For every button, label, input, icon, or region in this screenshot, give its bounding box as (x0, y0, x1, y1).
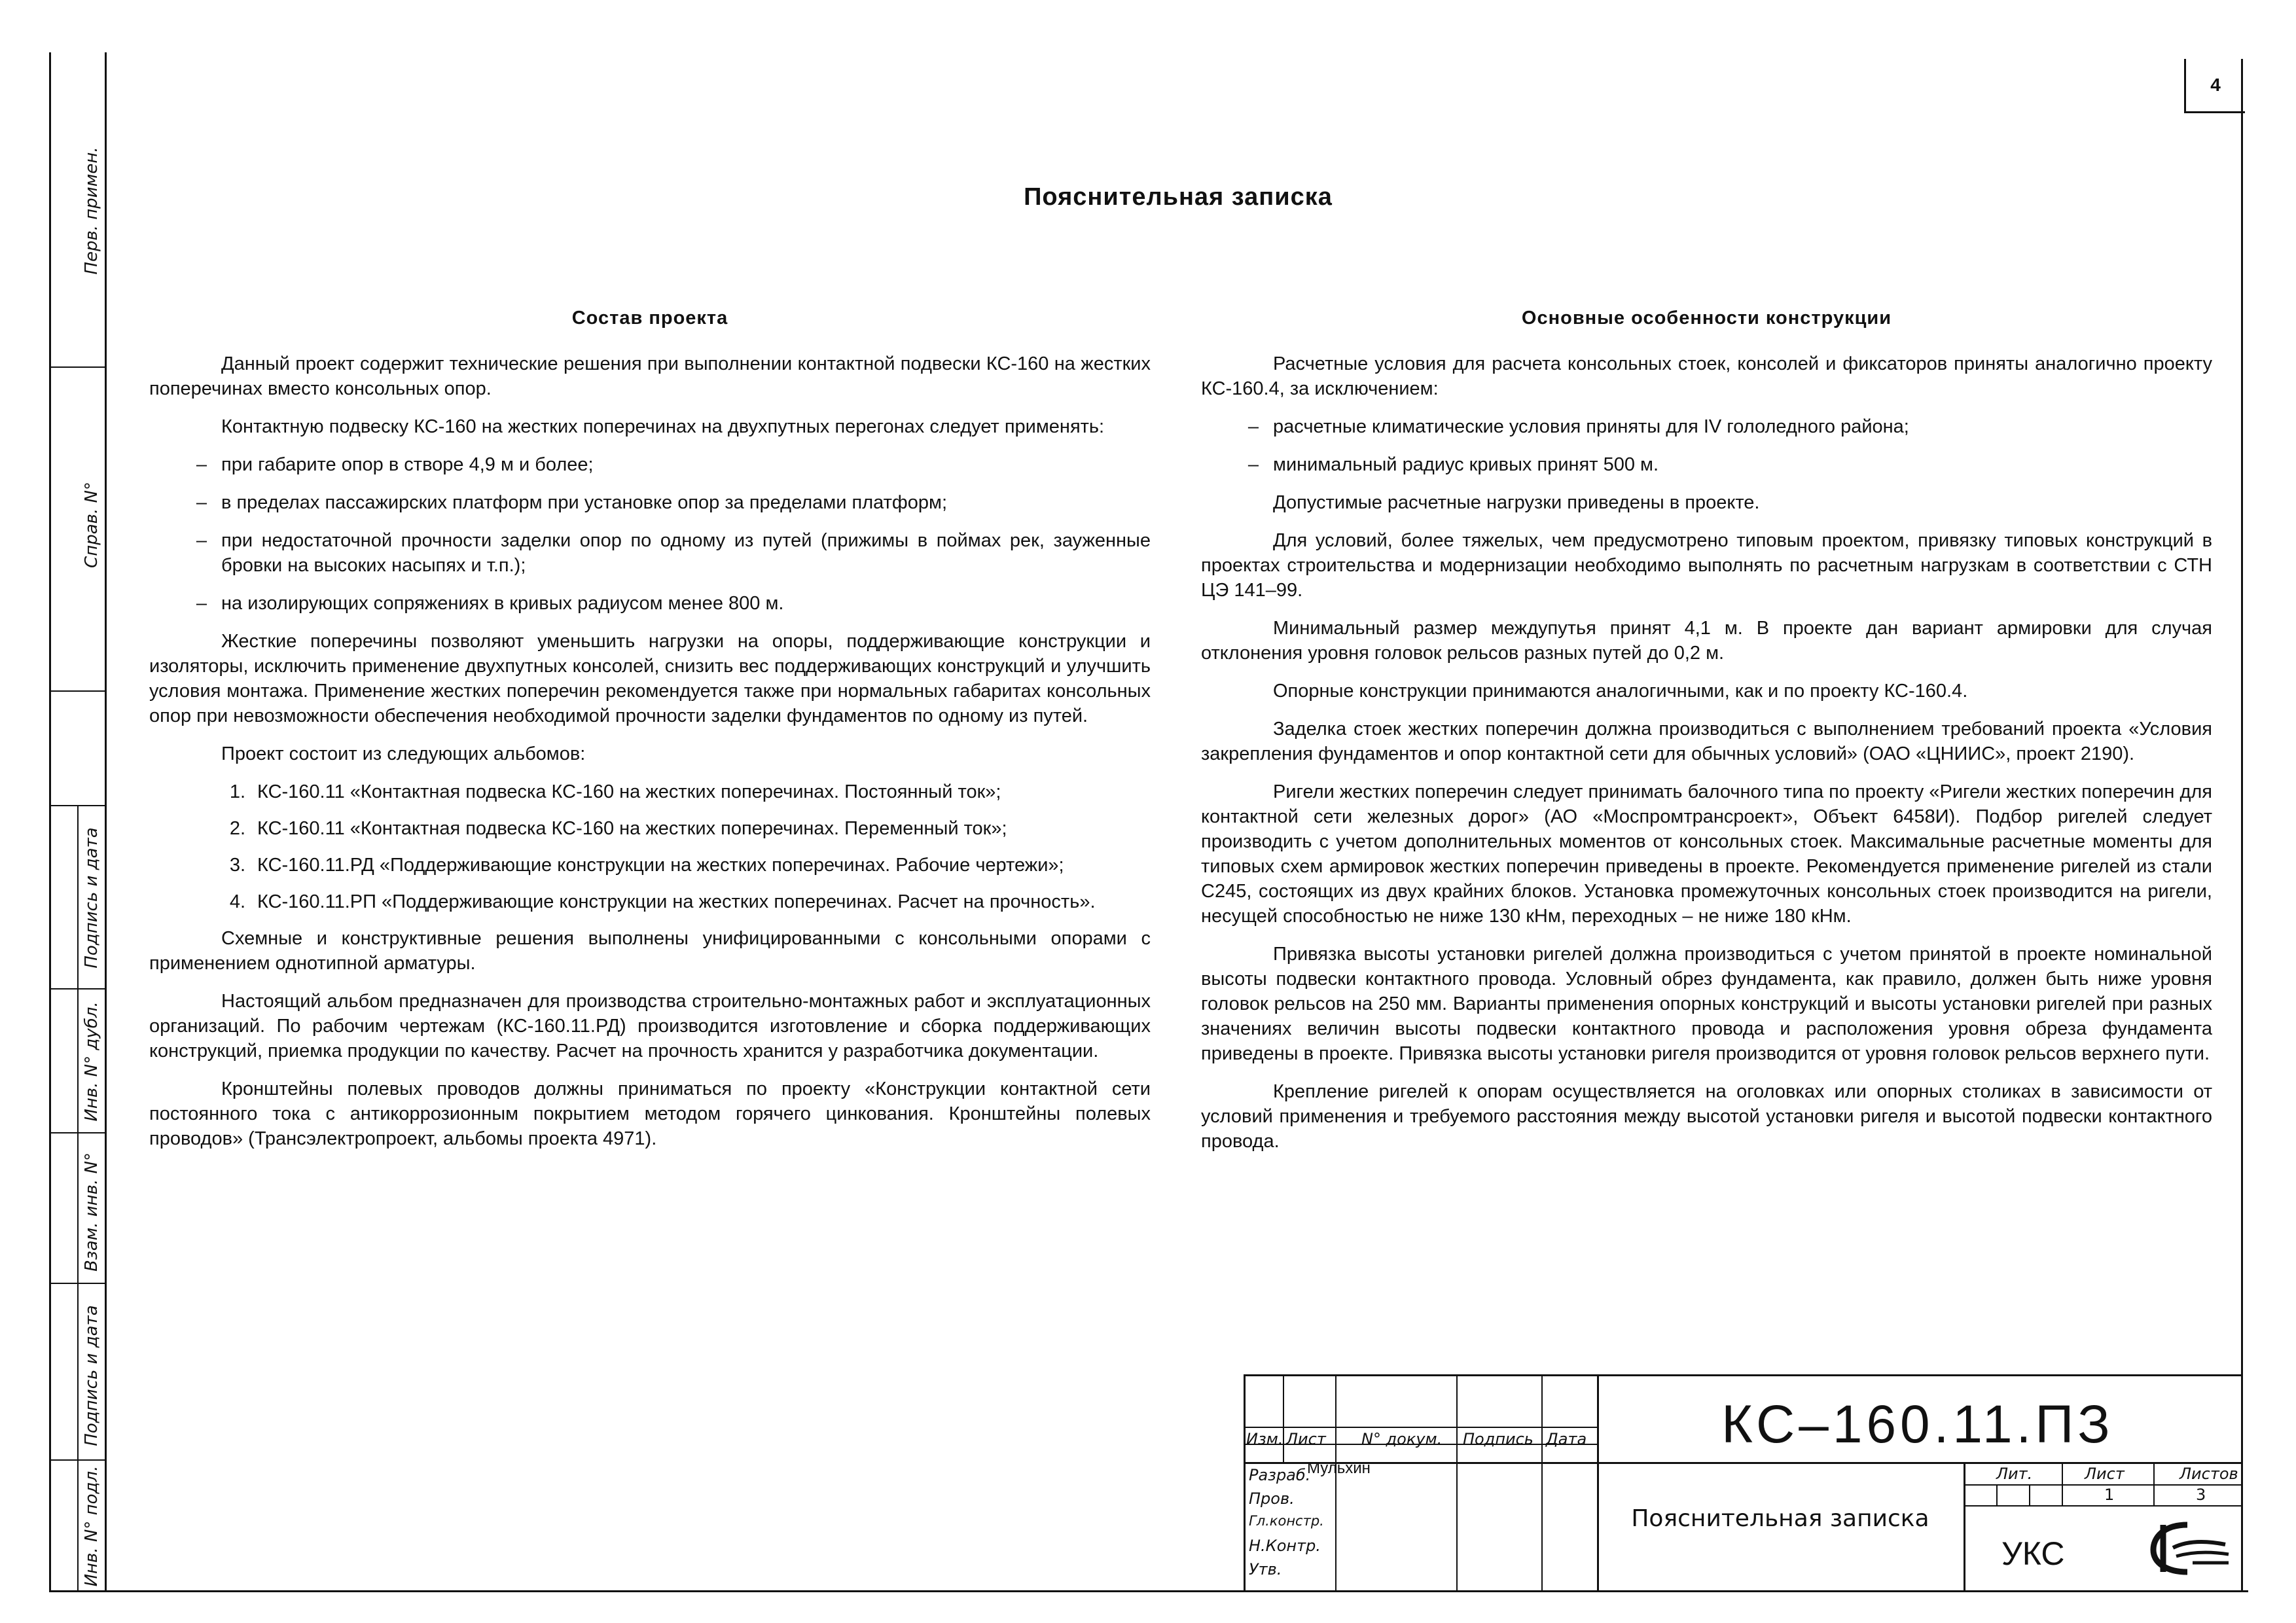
strip-sep-1 (49, 366, 105, 368)
left-body-paragraph: Жесткие поперечины позволяют уменьшить нагрузки на опоры, поддерживающие конструкции и изоляторы, исключить применение двухпутных консолей, снизить вес поддерживающих конструкций и улучшить условия монтажа. Применение жестких поперечин рекомендуется также при нормальных габаритах консольных опор при невозможности обеспечения необходимой прочности заделки фундаментов по одному из путей. (149, 631, 1151, 726)
list-item (1201, 452, 2212, 477)
tb-vline (1541, 1374, 1543, 1592)
tb-header-date: Дата (1546, 1430, 1587, 1448)
left-intro-paragraph: Данный проект содержит технические решения при выполнении контактной подвески КС-160 на жестких поперечинах вместо консольных опор. (149, 353, 1151, 399)
tb-header-sheet: Лист (1286, 1430, 1326, 1448)
right-paragraph: Допустимые расчетные нагрузки приведены в проекте. (1273, 492, 1760, 513)
album-number: 3. (229, 855, 245, 876)
list-item-text: расчетные климатические условия приняты для IV гололедного района; (1273, 416, 1909, 437)
list-item (149, 528, 1151, 578)
right-paragraph: Крепление ригелей к опорам осуществляется на оголовках или опорных столиках в зависимости от условий применения и требуемого расстояния между высотой установки ригеля и высотой подвески контактного провода. (1201, 1081, 2212, 1152)
left-closing-paragraph: Настоящий альбом предназначен для производства строительно-монтажных работ и эксплуатационных организаций. По рабочим чертежам (КС-160.11.РД) производится изготовление и сборка поддерживающих конструкций, приемка продукции по качеству. Расчет на прочность хранится у разработчика документации. (149, 991, 1151, 1061)
list-item (149, 452, 1151, 477)
list-item-text: при габарите опор в створе 4,9 м и более; (221, 454, 594, 475)
tb-hline (1244, 1462, 2242, 1464)
list-item (1201, 414, 2212, 439)
page-title: Пояснительная записка (1024, 183, 1333, 211)
dash-icon: – (196, 593, 207, 614)
album-number: 2. (229, 818, 245, 839)
tb-role-approved: Утв. (1249, 1560, 1282, 1578)
album-text: КС-160.11 «Контактная подвеска КС-160 на жестких поперечинах. Переменный ток»; (257, 818, 1007, 839)
tb-hline (1964, 1505, 2242, 1507)
strip-label-sign-date-1: Подпись и дата (82, 827, 101, 969)
tb-left (1244, 1374, 1246, 1592)
frame-bottom (49, 1590, 2248, 1592)
album-item (149, 853, 1151, 878)
strip-label-ref-no: Справ. N° (82, 482, 101, 568)
tb-vline (2062, 1462, 2063, 1507)
strip-sep-3 (49, 805, 105, 806)
album-text: КС-160.11.РД «Поддерживающие конструкции на жестких поперечинах. Рабочие чертежи»; (257, 855, 1064, 876)
list-item (149, 591, 1151, 616)
right-paragraph: Привязка высоты установки ригелей должна производиться с учетом принятой в проекте номинальной высоты подвески контактного провода. Условный обрез фундамента, как правило, должен быть ниже уровня головок рельсов на 250 мм. Варианты применения опорных конструкций и высоты установки ригелей при разных значениях величин высоты подвески контактного провода и расположения уровня обреза фундамента приведены в проекте. Привязка высоты установки ригеля производится от уровня головок рельсов верхнего пути. (1201, 944, 2212, 1064)
right-column (1201, 308, 2212, 1167)
dash-icon: – (196, 454, 207, 475)
tb-author: Мульхин (1307, 1459, 1371, 1477)
list-item-text: в пределах пассажирских платформ при установке опор за пределами платформ; (221, 492, 948, 513)
tb-role-developer: Разраб. (1249, 1466, 1311, 1484)
list-item (149, 490, 1151, 515)
tb-hline (1244, 1427, 1597, 1428)
frame-right (2241, 59, 2243, 1592)
album-item (149, 816, 1151, 841)
strip-label-orig-inv: Инв. N° подл. (82, 1465, 101, 1587)
dash-icon: – (1247, 454, 1259, 475)
left-closing-paragraph: Схемные и конструктивные решения выполнены унифицированными с консольными опорами с применением однотипной арматуры. (149, 928, 1151, 974)
tb-vline (2029, 1484, 2030, 1507)
dash-icon: – (196, 530, 207, 551)
left-column (149, 308, 1151, 1164)
album-number: 4. (229, 891, 245, 912)
tb-sheets-value: 3 (2196, 1486, 2206, 1504)
album-number: 1. (229, 781, 245, 802)
tb-vline (1597, 1374, 1599, 1592)
tb-sheets-label: Листов (2179, 1465, 2238, 1483)
left-heading: Состав проекта (571, 308, 728, 329)
tb-vline (1283, 1374, 1284, 1463)
list-item-text: минимальный радиус кривых принят 500 м. (1273, 454, 1659, 475)
tb-lit-label: Лит. (1996, 1465, 2033, 1483)
right-paragraph: Для условий, более тяжелых, чем предусмотрено типовым проектом, привязку типовых конструкций в проектах строительства и модернизации необходимо выполнять по расчетным нагрузкам в соответствии с СТН ЦЭ 141–99. (1201, 530, 2212, 601)
tb-vline (1456, 1374, 1458, 1592)
right-intro-paragraph: Расчетные условия для расчета консольных стоек, консолей и фиксаторов приняты аналогично проекту КС-160.4, за исключением: (1201, 353, 2212, 399)
right-heading: Основные особенности конструкции (1521, 308, 1892, 329)
tb-top (1244, 1374, 2242, 1376)
tb-role-chief-designer: Гл.констр. (1249, 1513, 1324, 1529)
strip-sep-2 (49, 690, 105, 692)
tb-vline (2153, 1462, 2155, 1507)
tb-header-change: Изм. (1246, 1430, 1283, 1448)
tb-vline (1996, 1484, 1998, 1507)
album-text: КС-160.11.РП «Поддерживающие конструкции на жестких поперечинах. Расчет на прочность». (257, 891, 1096, 912)
album-item (149, 889, 1151, 914)
document-designation: КС–160.11.ПЗ (1721, 1395, 2114, 1454)
strip-label-replace-inv: Взам. инв. N° (82, 1152, 101, 1272)
tb-sheet-label: Лист (2085, 1465, 2125, 1483)
tb-header-docno: N° докум. (1361, 1430, 1443, 1448)
tb-role-checker: Пров. (1249, 1489, 1295, 1508)
list-item-text: на изолирующих сопряжениях в кривых радиусом менее 800 м. (221, 593, 784, 614)
strip-label-first-use: Перв. примен. (82, 147, 101, 275)
album-text: КС-160.11 «Контактная подвеска КС-160 на жестких поперечинах. Постоянный ток»; (257, 781, 1001, 802)
strip-label-dup-inv: Инв. N° дубл. (82, 1001, 101, 1122)
left-closing-paragraph: Кронштейны полевых проводов должны приниматься по проекту «Конструкции контактной сети постоянного тока с антикоррозионным покрытием методом горячего цинкования. Кронштейны полевых проводов» (Трансэлектропроект, альбомы проекта 4971). (149, 1079, 1151, 1149)
left-body-paragraph: Проект состоит из следующих альбомов: (221, 743, 586, 764)
dash-icon: – (196, 492, 207, 513)
strip-label-sign-date-2: Подпись и дата (82, 1305, 101, 1446)
right-paragraph: Ригели жестких поперечин следует принимать балочного типа по проекту «Ригели жестких поперечин для контактной сети железных дорог» (АО «Моспромтрансроект», Объект 6458И). Подбор ригелей следует производить с учетом дополнительных моментов от консольных стоек. Максимальные расчетные моменты для типовых схем армировок жестких поперечин приведены в проекте. Рекомендуется применение ригелей из стали С245, состоящих из двух крайних блоков. Установка промежуточных консольных стоек производится на ригели, несущей способностью не ниже 130 кНм, переходных – не ниже 180 кНм. (1201, 781, 2212, 927)
dash-icon: – (1247, 416, 1259, 437)
document-title: Пояснительная записка (1631, 1505, 1929, 1532)
list-item-text: при недостаточной прочности заделки опор по одному из путей (прижимы в поймах рек, зауженные бровки на высоких насыпях и т.п.); (221, 530, 1151, 576)
organization-name: УКС (2001, 1535, 2065, 1572)
tb-role-norm-control: Н.Контр. (1249, 1537, 1321, 1555)
tb-sheet-value: 1 (2104, 1486, 2115, 1504)
right-paragraph: Заделка стоек жестких поперечин должна производиться с выполнением требований проекта «Условия закрепления фундаментов и опор контактной сети для обычных условий» (ОАО «ЦНИИС», проект 2190). (1201, 719, 2212, 764)
page-number: 4 (2184, 59, 2245, 113)
frame-left-outer (49, 52, 51, 1592)
tb-vline (1964, 1462, 1965, 1592)
right-paragraph: Минимальный размер междупутья принят 4,1 м. В проекте дан вариант армировки для случая отклонения уровня головок рельсов разных путей до 0,2 м. (1201, 618, 2212, 664)
album-item (149, 779, 1151, 804)
tb-vline (1335, 1374, 1336, 1592)
organization-logo-icon (2147, 1518, 2235, 1577)
tb-header-signature: Подпись (1463, 1430, 1534, 1448)
right-paragraph: Опорные конструкции принимаются аналогичными, как и по проекту КС-160.4. (1273, 681, 1968, 702)
left-intro-paragraph: Контактную подвеску КС-160 на жестких поперечинах на двухпутных перегонах следует применять: (221, 416, 1105, 437)
